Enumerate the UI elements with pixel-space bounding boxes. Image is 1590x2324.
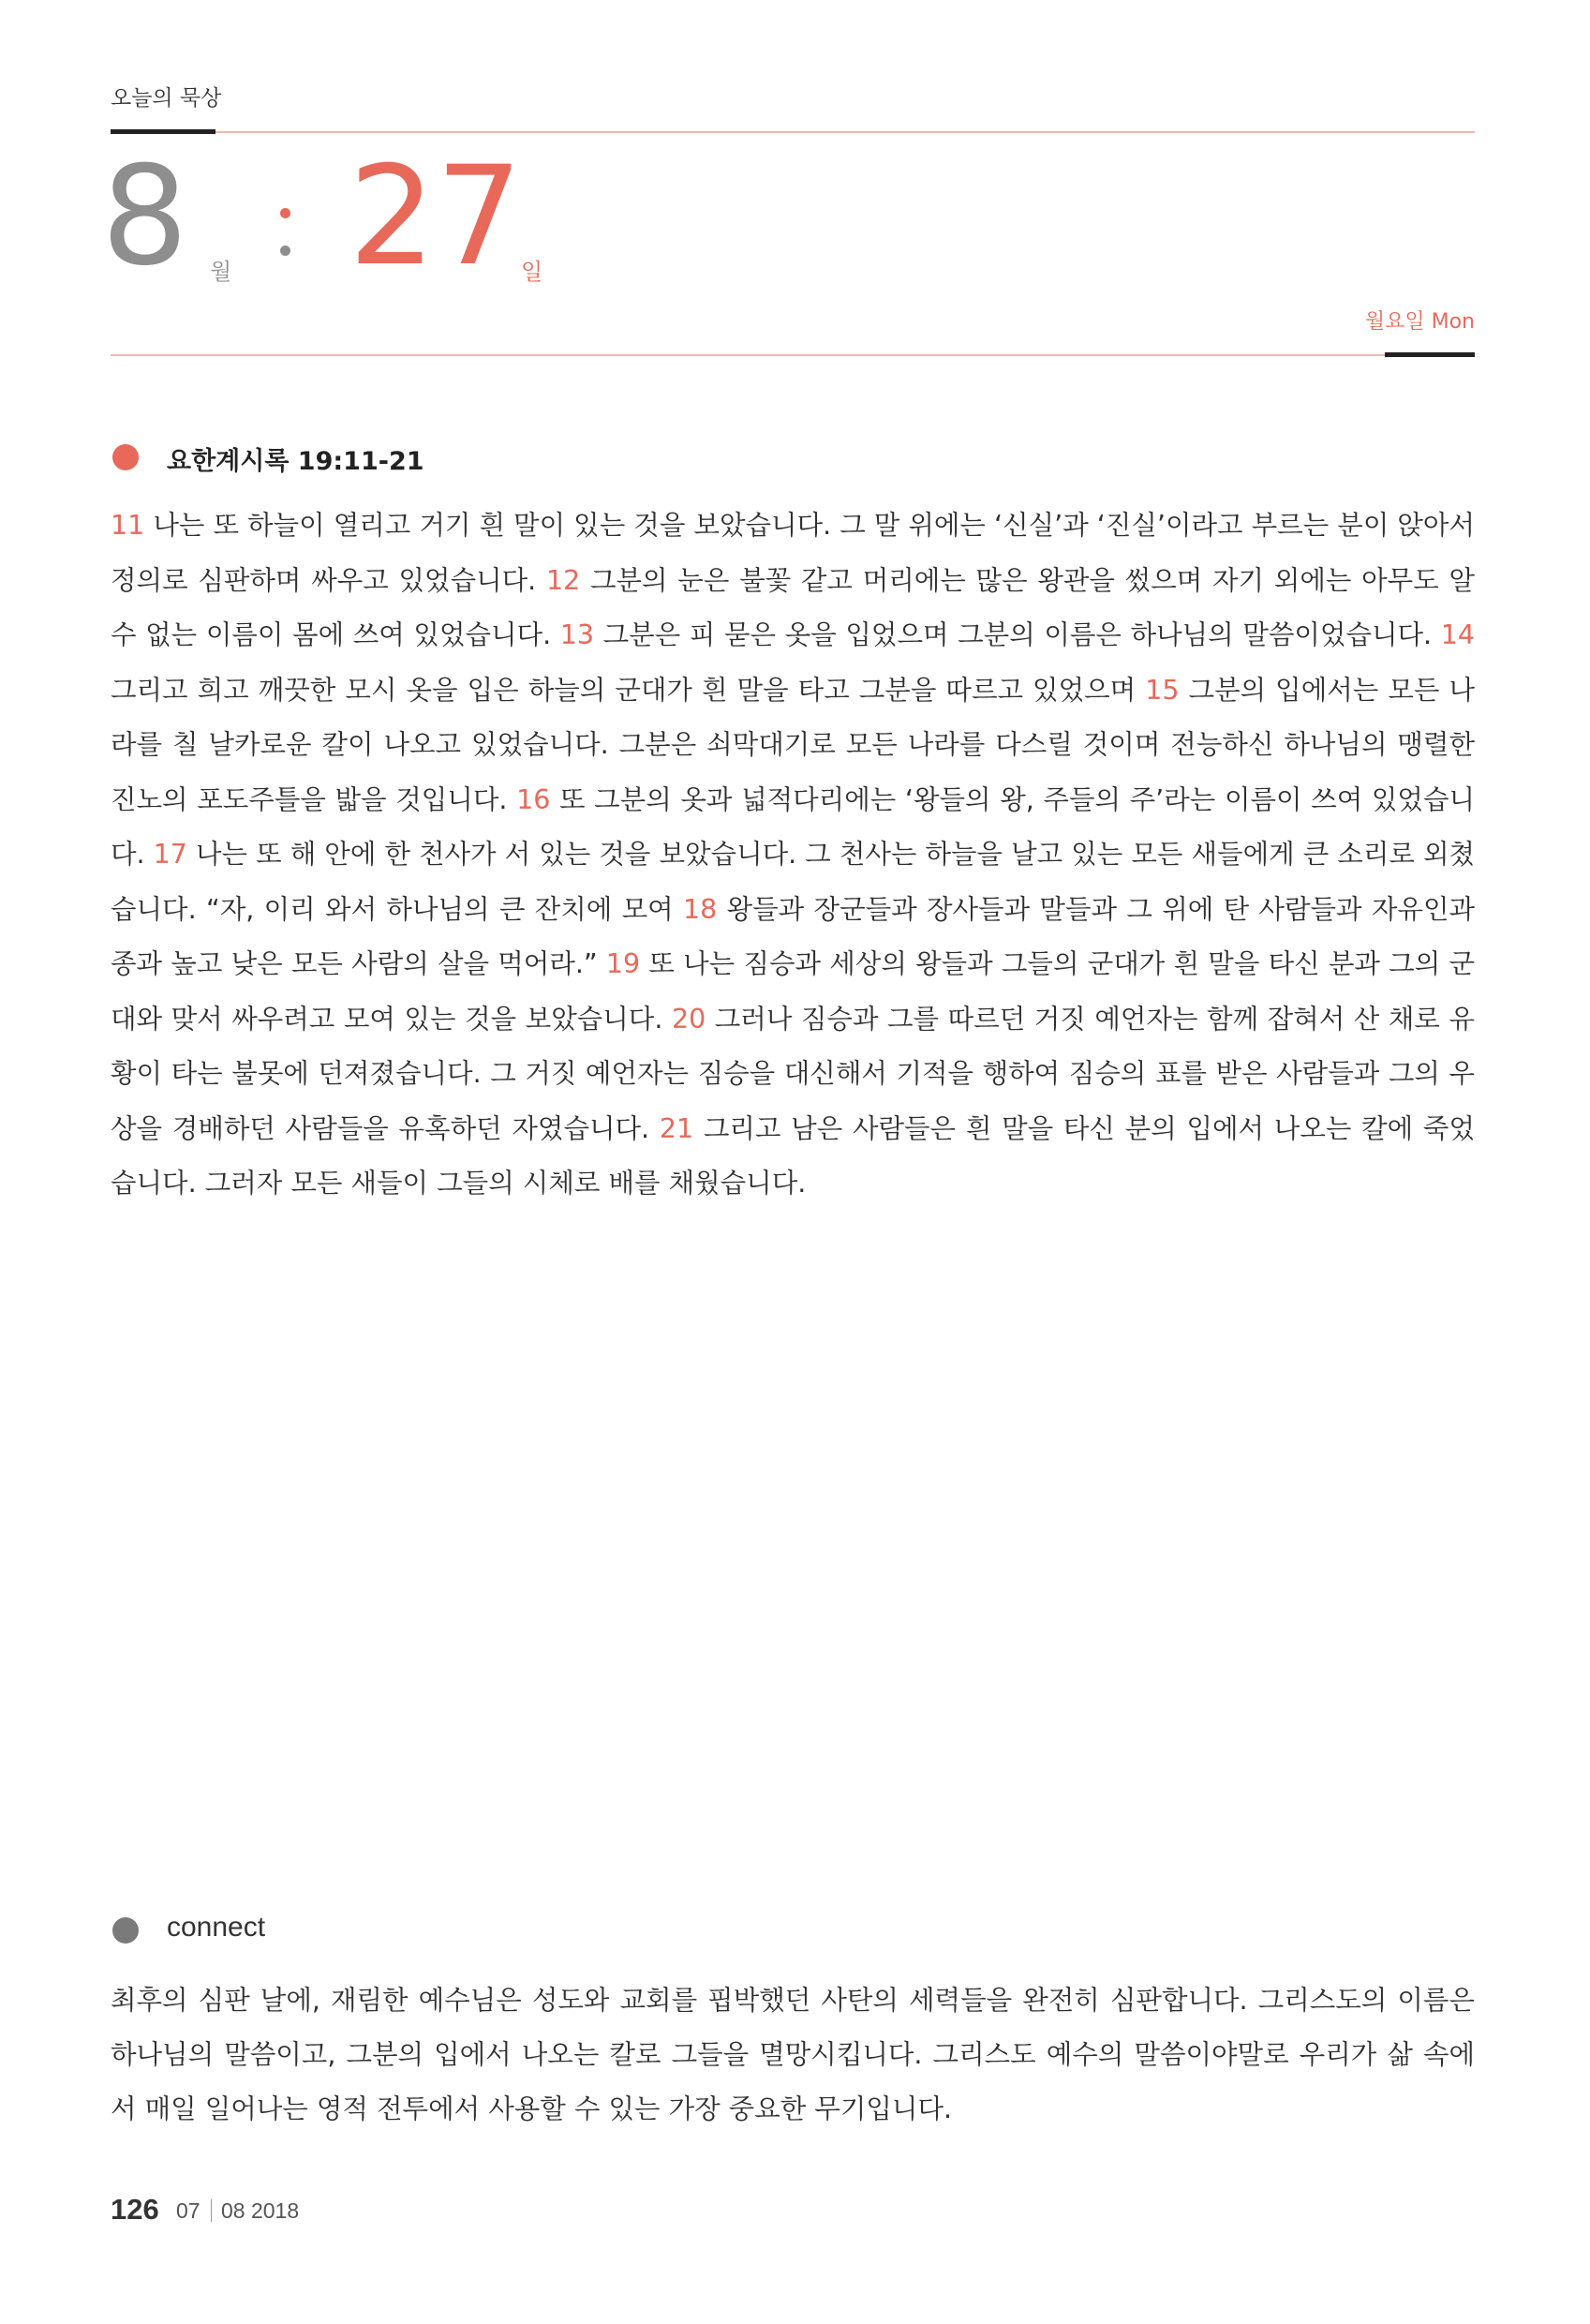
verse-number: 19	[605, 948, 641, 979]
verse-text: 그러나 짐승과 그를 따르던 거짓 예언자는 함께 잡혀서 산 채로 유황이 타는 불못에 던져졌습니다. 그 거짓 예언자는 짐승을 대신해서 기적을 행하여 짐승의 표를 받은 사람들과 그의 우상을 경배하던 사람들을 유혹하던 자였습니다.	[111, 1003, 1475, 1144]
verse-text: 그분의 눈은 불꽃 같고 머리에는 많은 왕관을 썼으며 자기 외에는 아무도 알 수 없는 이름이 몸에 쓰여 있었습니다.	[111, 564, 1475, 650]
issue-month: 07	[176, 2198, 201, 2223]
scripture-bullet-icon	[112, 444, 139, 470]
section-label: 오늘의 묵상	[111, 86, 222, 111]
separator-dot-top	[280, 208, 290, 218]
verse-number: 17	[153, 839, 187, 870]
header-divider	[111, 354, 1475, 356]
top-divider-accent	[111, 129, 215, 134]
day-unit: 일	[521, 259, 543, 285]
issue-divider	[211, 2199, 212, 2222]
month-number: 8	[101, 137, 188, 296]
scripture-reference: 요한계시록 19:11-21	[167, 447, 424, 476]
verse-number: 13	[559, 619, 595, 650]
connect-title: connect	[167, 1912, 266, 1943]
verse-number: 15	[1145, 674, 1180, 706]
connect-text: 최후의 심판 날에, 재림한 예수님은 성도와 교회를 핍박했던 사탄의 세력들을 완전히 심판합니다. 그리스도의 이름은 하나님의 말씀이고, 그분의 입에서 나오는 칼로 그들을 멸망시킵니다. 그리스도 예수의 말씀이야말로 우리가 삶 속에서 매일 일어나는 영적 전투에서 사용할 수 있는 가장 중요한 무기입니다.	[111, 1985, 1475, 2124]
verse-number: 14	[1440, 619, 1475, 650]
month-unit: 월	[210, 259, 232, 285]
scripture-passage	[111, 499, 1475, 1212]
verse-text: 나는 또 하늘이 열리고 거기 흰 말이 있는 것을 보았습니다. 그 말 위에는 ‘신실’과 ‘진실’이라고 부르는 분이 앉아서 정의로 심판하며 싸우고 있었습니다.	[111, 510, 1475, 596]
verse-text: 나는 또 해 안에 한 천사가 서 있는 것을 보았습니다. 그 천사는 하늘을 날고 있는 모든 새들에게 큰 소리로 외쳤습니다. “자, 이리 와서 하나님의 큰 잔치에 모여	[111, 839, 1476, 925]
verse-text: 또 나는 짐승과 세상의 왕들과 그들의 군대가 흰 말을 타신 분과 그의 군대와 맞서 싸우려고 모여 있는 것을 보았습니다.	[111, 948, 1475, 1035]
page-number: 126	[111, 2193, 159, 2226]
verse-number: 16	[516, 783, 551, 815]
verse-number: 11	[111, 510, 145, 541]
header-divider-accent	[1385, 352, 1475, 357]
separator-dot-bottom	[280, 246, 290, 256]
issue-date: 08 2018	[221, 2198, 300, 2223]
connect-bullet-icon	[112, 1917, 139, 1944]
day-number: 27	[349, 137, 523, 296]
verse-text: 그분의 입에서는 모든 나라를 칠 날카로운 칼이 나오고 있었습니다. 그분은 쇠막대기로 모든 나라를 다스릴 것이며 전능하신 하나님의 맹렬한 진노의 포도주틀을 밟을 것입니다.	[111, 674, 1475, 815]
verse-number: 21	[659, 1112, 694, 1144]
verse-number: 20	[671, 1003, 706, 1035]
verse-text: 그리고 희고 깨끗한 모시 옷을 입은 하늘의 군대가 흰 말을 타고 그분을 따르고 있었으며	[111, 674, 1146, 706]
verse-number: 18	[683, 893, 718, 925]
verse-number: 12	[545, 564, 581, 596]
top-divider	[111, 131, 1475, 133]
weekday-label: 월요일 Mon	[1364, 310, 1475, 334]
verse-text: 왕들과 장군들과 장사들과 말들과 그 위에 탄 사람들과 자유인과 종과 높고 낮은 모든 사람의 살을 먹어라.”	[111, 893, 1476, 979]
verse-text: 그분은 피 묻은 옷을 입었으며 그분의 이름은 하나님의 말씀이었습니다.	[594, 619, 1441, 650]
verse-text: 또 그분의 옷과 넓적다리에는 ‘왕들의 왕, 주들의 주’라는 이름이 쓰여 있었습니다.	[111, 783, 1476, 870]
verse-text: 그리고 남은 사람들은 흰 말을 타신 분의 입에서 나오는 칼에 죽었습니다. 그러자 모든 새들이 그들의 시체로 배를 채웠습니다.	[111, 1112, 1475, 1199]
